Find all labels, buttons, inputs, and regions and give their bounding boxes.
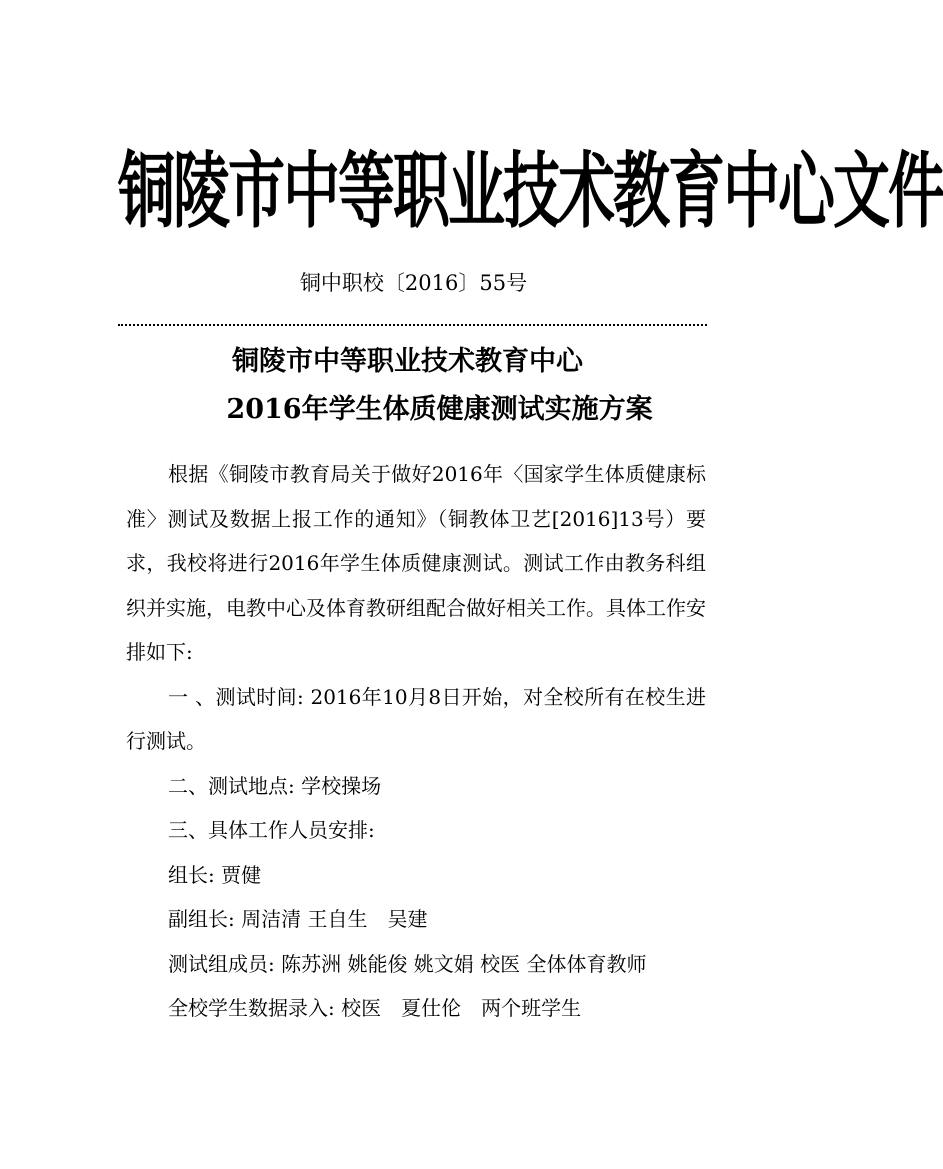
document-title-line1: 铜陵市中等职业技术教育中心 bbox=[232, 346, 583, 377]
document-title-line2: 2016年学生体质健康测试实施方案 bbox=[226, 394, 653, 425]
intro-paragraph: 根据《铜陵市教育局关于做好2016年〈国家学生体质健康标准〉测试及数据上报工作的通知》（铜教体卫艺[2016]13号）要求，我校将进行2016年学生体质健康测试。测试工作由教务科组织并实施，电教中心及体育教研组配合做好相关工作。具体工作安排如下: bbox=[126, 462, 706, 664]
section-time: 一 、测试时间: 2016年10月8日开始，对全校所有在校生进行测试。 bbox=[126, 684, 706, 753]
document-body bbox=[126, 452, 706, 1031]
section-staff-heading: 三、具体工作人员安排: bbox=[168, 818, 375, 842]
document-number: 铜中职校〔2016〕55号 bbox=[299, 271, 528, 295]
section-location: 二、测试地点: 学校操场 bbox=[168, 773, 382, 798]
staff-members: 测试组成员: 陈苏洲 姚能俊 姚文娟 校医 全体体育教师 bbox=[168, 951, 647, 976]
staff-leader: 组长: 贾健 bbox=[168, 862, 262, 887]
header-divider bbox=[118, 324, 707, 326]
staff-data-entry: 全校学生数据录入: 校医 夏仕伦 两个班学生 bbox=[168, 996, 582, 1020]
org-header-title: 铜陵市中等职业技术教育中心文件 bbox=[118, 143, 943, 240]
staff-vice-leaders: 副组长: 周洁清 王自生 吴建 bbox=[168, 907, 428, 931]
